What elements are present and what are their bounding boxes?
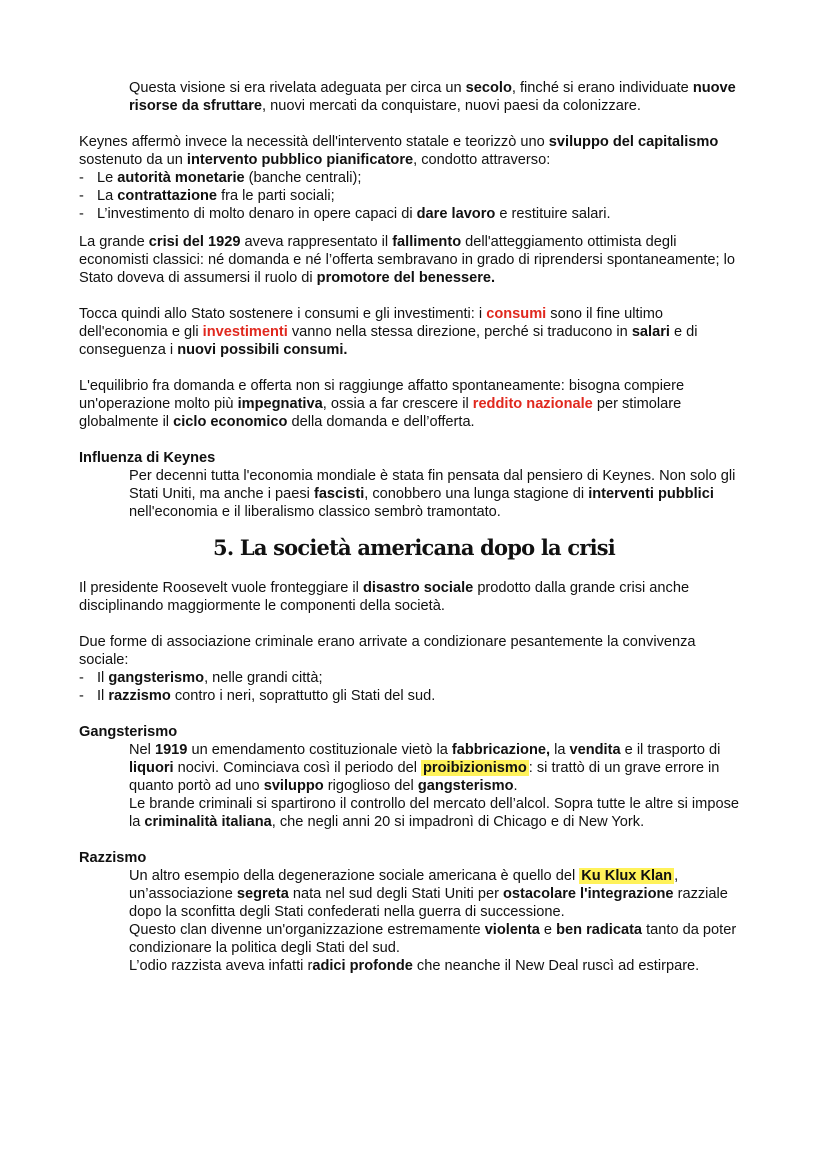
section-title: 5. La società americana dopo la crisi	[213, 535, 615, 560]
paragraph-crisi: La grande crisi del 1929 aveva rappresentato il fallimento dell'atteggiamento ottimista degli economisti classici: né domanda e né l’offerta sembravano in grado di riprendersi spontaneamente; lo Stato doveva di assumersi il ruolo di promotore del benessere.	[79, 234, 736, 286]
block-razzismo	[79, 867, 749, 975]
list-item: - La contrattazione fra le parti sociali;	[79, 188, 335, 204]
list-item: - Il gangsterismo, nelle grandi città;	[79, 670, 323, 686]
paragraph-odio: L’odio razzista aveva infatti radici profonde che neanche il New Deal ruscì ad estirpare.	[129, 958, 700, 974]
paragraph-keynes: Keynes affermò invece la necessità dell'intervento statale e teorizzò uno sviluppo del capitalismo sostenuto da un intervento pubblico pianificatore, condotto attraverso:	[79, 134, 719, 168]
paragraph-clan: Questo clan divenne un'organizzazione estremamente violenta e ben radicata tanto da poter condizionare la politica degli Stati del sud.	[129, 922, 737, 956]
paragraph-roosevelt: Il presidente Roosevelt vuole fronteggiare il disastro sociale prodotto dalla grande crisi anche disciplinando maggiormente le componenti della società.	[79, 580, 690, 614]
block-gangsterismo	[79, 741, 749, 831]
list-item: - Il razzismo contro i neri, soprattutto gli Stati del sud.	[79, 688, 436, 704]
paragraph-influenza: Per decenni tutta l'economia mondiale è stata fin pensata dal pensiero di Keynes. Non solo gli Stati Uniti, ma anche i paesi fascisti, conobbero una lunga stagione di interventi pubblici nell'economia e il liberalismo classico sembrò tramontato.	[129, 468, 736, 520]
list-item: - Le autorità monetarie (banche centrali);	[79, 170, 362, 186]
highlight-proibizionismo: proibizionismo	[423, 760, 527, 776]
paragraph-associazioni: Due forme di associazione criminale erano arrivate a condizionare pesantemente la convivenza sociale:	[79, 634, 696, 668]
paragraph-equilibrio: L'equilibrio fra domanda e offerta non si raggiunge affatto spontaneamente: bisogna compiere un'operazione molto più impegnativa, ossia a far crescere il reddito nazionale per stimolare globalmente il ciclo economico della domanda e dell’offerta.	[79, 378, 685, 430]
paragraph-stato: Tocca quindi allo Stato sostenere i consumi e gli investimenti: i consumi sono il fine ultimo dell'economia e gli investimenti vanno nella stessa direzione, perché si traducono in salari e di conseguenza i nuovi possibili consumi.	[79, 306, 698, 358]
paragraph-proibizionismo: Nel 1919 un emendamento costituzionale vietò la fabbricazione, la vendita e il trasporto di liquori nocivi. Cominciava così il periodo del proibizionismo : si trattò di un grave errore in quanto portò ad uno sviluppo rigoglioso del gangsterismo.	[129, 742, 721, 794]
heading-gangsterismo: Gangsterismo	[79, 724, 178, 740]
list-item: - L’investimento di molto denaro in opere capaci di dare lavoro e restituire salari.	[79, 206, 611, 222]
heading-razzismo: Razzismo	[79, 850, 147, 866]
paragraph-visione: Questa visione si era rivelata adeguata per circa un secolo, finché si erano individuate nuove risorse da sfruttare, nuovi mercati da conquistare, nuovi paesi da colonizzare.	[129, 80, 736, 114]
paragraph-kkk: Un altro esempio della degenerazione sociale americana è quello del Ku Klux Klan , un’associazione segreta nata nel sud degli Stati Uniti per ostacolare l'integrazione razziale dopo la sconfitta degli Stati confederati nella guerra di successione.	[129, 868, 728, 920]
paragraph-bande: Le brande criminali si spartirono il controllo del mercato dell’alcol. Sopra tutte le altre si impose la criminalità italiana, che negli anni 20 si impadronì di Chicago e di New York.	[129, 796, 739, 830]
list-associazioni	[79, 669, 749, 705]
highlight-kkk: Ku Klux Klan	[581, 868, 673, 884]
list-strumenti	[79, 169, 749, 223]
heading-influenza: Influenza di Keynes	[79, 450, 216, 466]
document-page	[79, 79, 749, 975]
